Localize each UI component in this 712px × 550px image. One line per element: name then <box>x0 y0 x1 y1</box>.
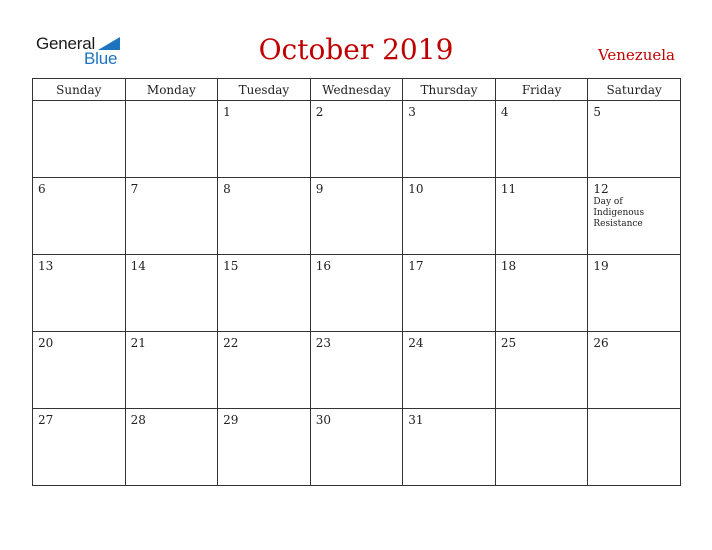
day-number: 16 <box>315 259 331 273</box>
day-cell <box>495 255 588 332</box>
weekday-header: Friday <box>495 79 588 101</box>
weekday-header: Wednesday <box>310 79 403 101</box>
day-cell <box>218 101 311 178</box>
day-cell <box>125 178 218 255</box>
day-cell <box>403 178 496 255</box>
day-number: 7 <box>130 182 139 196</box>
day-cell <box>310 332 403 409</box>
week-row <box>33 178 681 255</box>
day-number: 21 <box>130 336 146 350</box>
day-cell <box>33 409 126 486</box>
day-cell <box>218 255 311 332</box>
day-number: 25 <box>500 336 517 350</box>
week-row <box>33 255 681 332</box>
day-number: 11 <box>500 182 517 196</box>
day-number: 1 <box>223 105 231 119</box>
day-cell <box>125 101 218 178</box>
day-cell <box>310 101 403 178</box>
weekday-header: Sunday <box>33 79 126 101</box>
day-cell <box>495 101 588 178</box>
day-number: 31 <box>408 413 424 427</box>
week-row <box>33 332 681 409</box>
logo-text-blue: Blue <box>84 49 118 68</box>
day-cell <box>588 332 681 409</box>
weekday-header: Saturday <box>588 79 681 101</box>
weekday-header: Thursday <box>403 79 496 101</box>
day-cell <box>125 255 218 332</box>
day-number: 27 <box>38 413 54 427</box>
day-number: 10 <box>408 182 424 196</box>
day-cell-holiday <box>588 178 681 255</box>
holiday-label: Day of Indigenous Resistance <box>593 197 645 229</box>
day-cell <box>403 332 496 409</box>
day-cell <box>33 332 126 409</box>
day-cell <box>218 332 311 409</box>
country-label: Venezuela <box>597 46 675 64</box>
week-row <box>33 101 681 178</box>
day-number: 4 <box>500 105 509 119</box>
day-cell <box>588 409 681 486</box>
weekday-header: Monday <box>125 79 218 101</box>
calendar-grid <box>32 78 681 486</box>
day-number: 2 <box>315 105 324 119</box>
day-cell <box>125 332 218 409</box>
logo-text-general: General <box>36 34 96 53</box>
day-number: 19 <box>593 259 609 273</box>
day-number: 24 <box>408 336 424 350</box>
week-row <box>33 409 681 486</box>
day-number: 5 <box>593 105 602 119</box>
day-number: 22 <box>223 336 239 350</box>
day-number: 29 <box>223 413 239 427</box>
day-number: 18 <box>500 259 517 273</box>
day-cell <box>218 409 311 486</box>
day-cell <box>403 409 496 486</box>
day-cell <box>125 409 218 486</box>
day-number: 12 <box>593 182 609 196</box>
day-number: 26 <box>593 336 609 350</box>
day-cell <box>403 101 496 178</box>
page-title: October 2019 <box>258 33 454 66</box>
day-number: 9 <box>315 182 324 196</box>
day-cell <box>310 178 403 255</box>
day-cell <box>33 101 126 178</box>
day-cell <box>310 409 403 486</box>
day-number: 3 <box>408 105 416 119</box>
day-number: 23 <box>315 336 331 350</box>
day-number: 17 <box>408 259 424 273</box>
day-number: 28 <box>130 413 146 427</box>
day-number: 14 <box>130 259 146 273</box>
day-number: 13 <box>38 259 54 273</box>
day-cell <box>588 255 681 332</box>
day-cell <box>495 332 588 409</box>
day-number: 15 <box>223 259 239 273</box>
day-cell <box>588 101 681 178</box>
day-number: 6 <box>38 182 46 196</box>
day-number: 30 <box>315 413 331 427</box>
day-cell <box>310 255 403 332</box>
weekday-header: Tuesday <box>218 79 311 101</box>
day-cell <box>403 255 496 332</box>
day-number: 8 <box>223 182 231 196</box>
weekday-header-row <box>33 79 681 101</box>
day-cell <box>33 255 126 332</box>
day-number: 20 <box>38 336 54 350</box>
day-cell <box>33 178 126 255</box>
day-cell <box>218 178 311 255</box>
day-cell <box>495 409 588 486</box>
day-cell <box>495 178 588 255</box>
